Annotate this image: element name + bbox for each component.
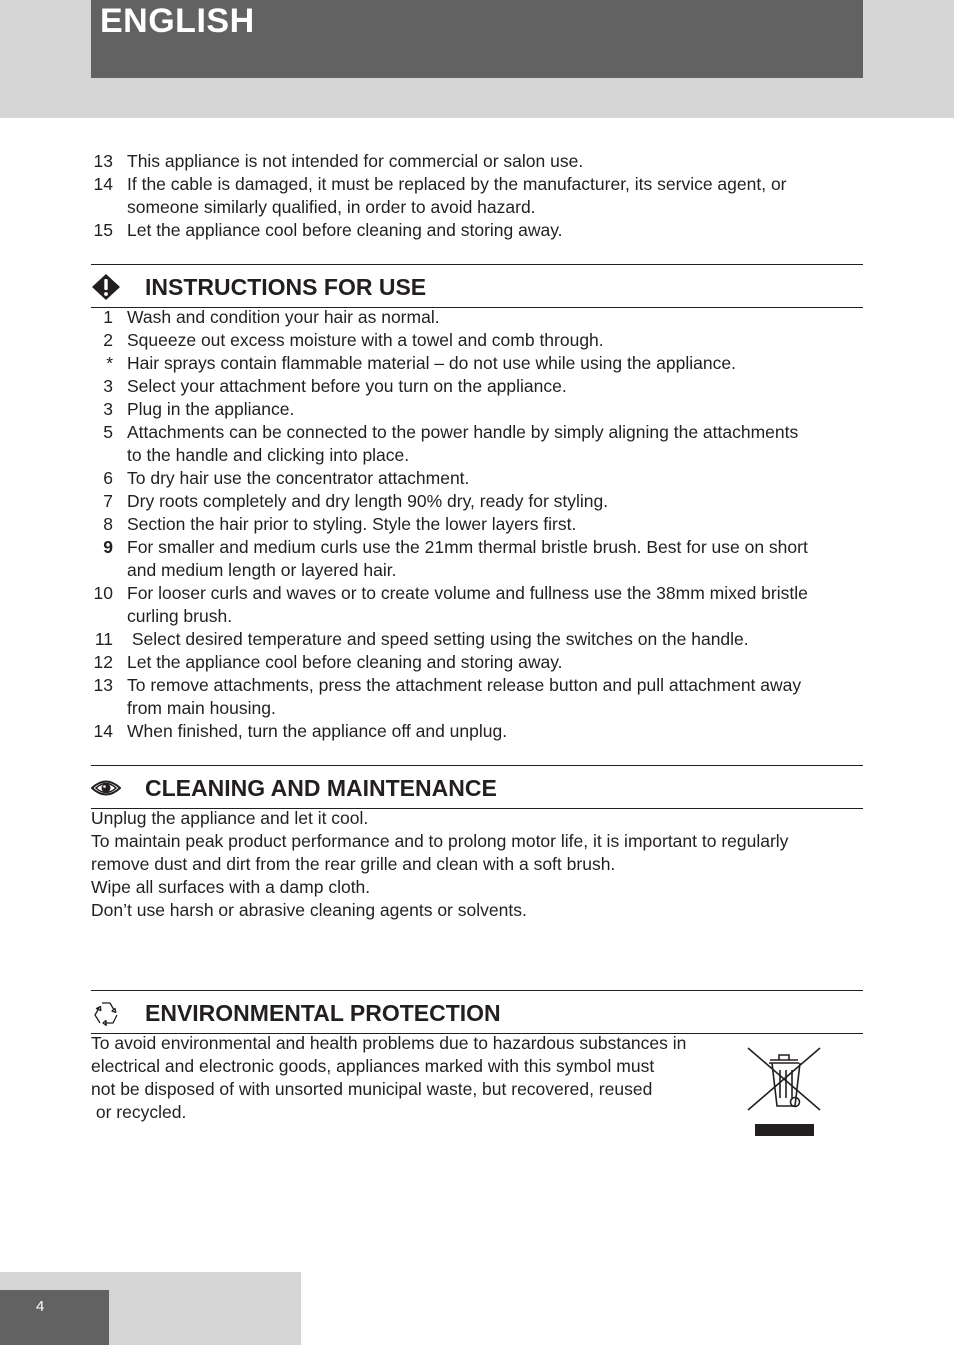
page-number-box [0,1290,109,1345]
environment-text [91,1032,731,1124]
item-text: Plug in the appliance. [127,399,295,419]
recycle-icon [91,1000,121,1026]
item-number: 12 [93,652,113,672]
cleaning-line: Don’t use harsh or abrasive cleaning agents or solvents. [91,900,527,920]
item-text: If the cable is damaged, it must be replaced by the manufacturer, its service agent, or [127,174,787,194]
item-text: Wash and condition your hair as normal. [127,307,440,327]
cleaning-line: remove dust and dirt from the rear grille and clean with a soft brush. [91,854,616,874]
item-text: This appliance is not intended for commercial or salon use. [127,151,584,171]
item-text: Attachments can be connected to the power handle by simply aligning the attachments [127,422,799,442]
list-item [91,352,863,375]
item-number: 7 [103,491,113,511]
list-item [91,219,863,242]
item-number: 5 [103,422,113,442]
item-text: to the handle and clicking into place. [127,445,410,465]
cleaning-line: To maintain peak product performance and to prolong motor life, it is important to regularly [91,831,789,851]
cleaning-text [91,807,863,922]
item-number: 13 [93,675,113,695]
list-item [91,559,863,582]
item-number: 13 [93,151,113,171]
list-item [91,628,863,651]
item-text: someone similarly qualified, in order to avoid hazard. [127,197,536,217]
item-text: For looser curls and waves or to create volume and fullness use the 38mm mixed bristle [127,583,808,603]
item-number: 11 [94,629,113,649]
item-number: 1 [103,307,113,327]
item-number: 10 [93,583,113,603]
item-text: Section the hair prior to styling. Style the lower layers first. [127,514,577,534]
list-item [91,398,863,421]
item-text: For smaller and medium curls use the 21mm thermal bristle brush. Best for use on short [127,537,808,557]
list-item [91,173,863,196]
list-item [91,720,863,743]
item-text: When finished, turn the appliance off and unplug. [127,721,508,741]
list-item [91,674,863,697]
instructions-section-header [91,264,863,308]
item-number: 14 [93,721,113,741]
list-item [91,150,863,173]
item-text: Let the appliance cool before cleaning and storing away. [127,220,563,240]
item-number: 2 [103,330,113,350]
item-text: Select your attachment before you turn on the appliance. [127,376,567,396]
environment-line: or recycled. [91,1102,187,1122]
list-item [91,651,863,674]
item-number: 6 [103,468,113,488]
list-item [91,582,863,605]
item-text: Let the appliance cool before cleaning and storing away. [127,652,563,672]
list-item [91,196,863,219]
item-number: 14 [93,174,113,194]
environment-line: electrical and electronic goods, appliances marked with this symbol must [91,1056,655,1076]
language-title: ENGLISH [100,2,255,40]
cleaning-line: Unplug the appliance and let it cool. [91,808,369,828]
warning-diamond-icon [91,274,121,300]
item-text: curling brush. [127,606,233,626]
list-item [91,444,863,467]
item-number: 3 [103,399,113,419]
environment-line: To avoid environmental and health problems due to hazardous substances in [91,1033,687,1053]
cleaning-title: CLEANING AND MAINTENANCE [145,775,497,801]
item-text: Hair sprays contain flammable material – do not use while using the appliance. [127,353,736,373]
item-text: To dry hair use the concentrator attachment. [127,468,470,488]
item-number: 8 [103,514,113,534]
list-item [91,329,863,352]
item-text: Select desired temperature and speed setting using the switches on the handle. [127,629,749,649]
cleaning-line: Wipe all surfaces with a damp cloth. [91,877,371,897]
safety-list [91,150,863,242]
environment-line: not be disposed of with unsorted municipal waste, but recovered, reused [91,1079,653,1099]
cleaning-section-header [91,765,863,809]
instructions-title: INSTRUCTIONS FOR USE [145,274,427,300]
list-item [91,375,863,398]
instructions-list [91,306,863,743]
item-text: and medium length or layered hair. [127,560,397,580]
item-text: from main housing. [127,698,276,718]
item-number: 3 [103,376,113,396]
eye-icon [91,775,121,801]
environment-section-header [91,990,863,1034]
item-text: Squeeze out excess moisture with a towel and comb through. [127,330,604,350]
list-item [91,697,863,720]
item-text: Dry roots completely and dry length 90% dry, ready for styling. [127,491,609,511]
item-text: To remove attachments, press the attachment release button and pull attachment away [127,675,802,695]
page-number: 4 [36,1298,45,1315]
list-item [91,490,863,513]
item-number: 15 [93,220,113,240]
list-item [91,605,863,628]
item-number: 9 [103,537,113,557]
list-item [91,306,863,329]
list-item [91,536,863,559]
language-header [91,0,863,78]
list-item [91,467,863,490]
list-item [91,421,863,444]
environment-title: ENVIRONMENTAL PROTECTION [145,1000,501,1026]
list-item [91,513,863,536]
crossed-out-wheelie-bin-icon [746,1046,822,1138]
item-number: * [106,353,113,373]
